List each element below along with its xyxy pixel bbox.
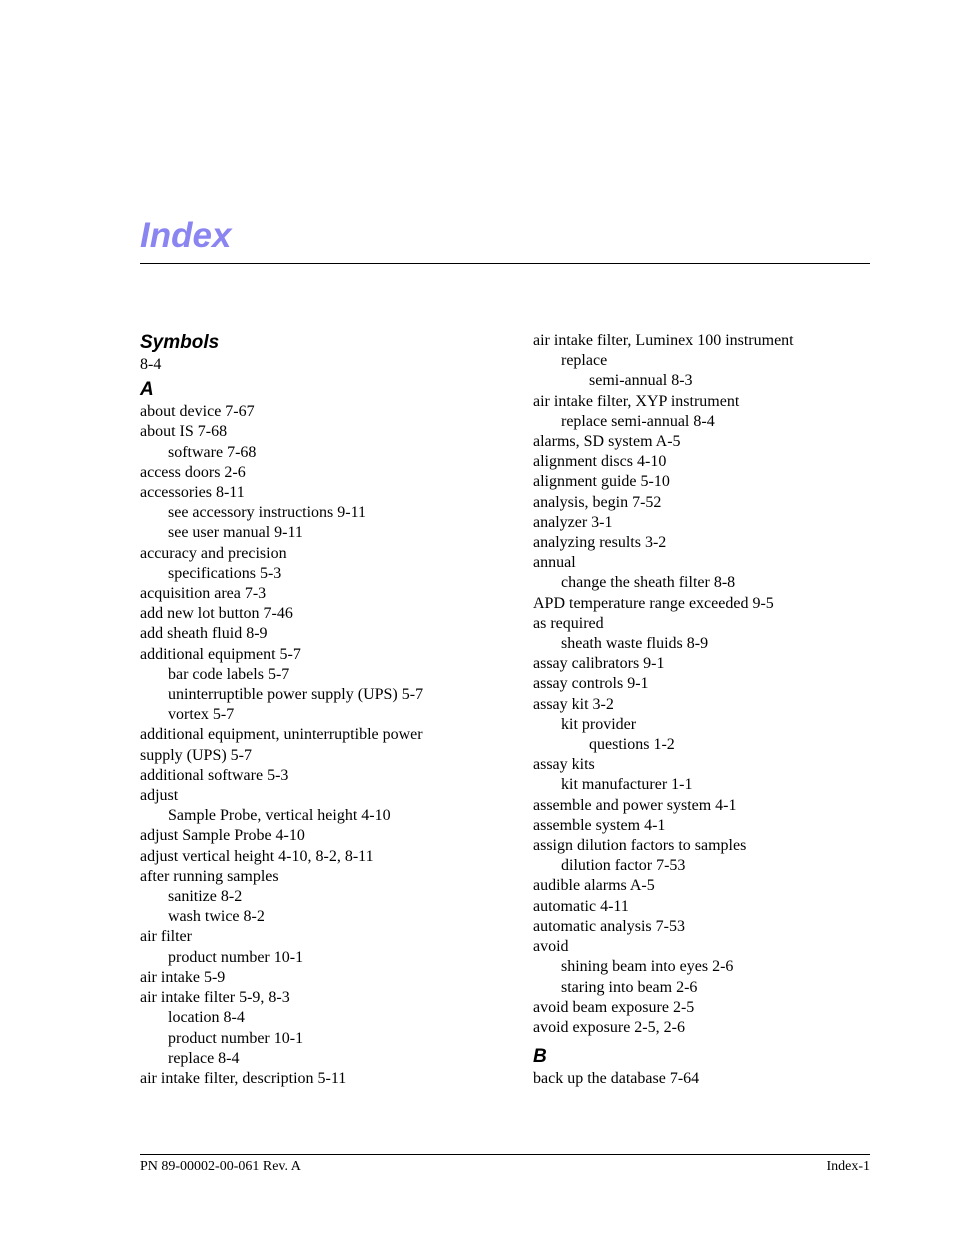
- footer-page-number: Index-1: [826, 1159, 870, 1174]
- index-subentry: wash twice 8-2: [168, 908, 265, 926]
- footer-part-number: PN 89-00002-00-061 Rev. A: [140, 1159, 301, 1174]
- index-entry: as required: [533, 614, 604, 632]
- index-subentry: dilution factor 7-53: [561, 857, 686, 875]
- index-entry: supply (UPS) 5-7: [140, 746, 253, 764]
- index-entry: automatic analysis 7-53: [533, 917, 685, 935]
- index-entry: additional equipment, uninterruptible power: [140, 726, 423, 744]
- index-entry: alignment discs 4-10: [533, 453, 667, 471]
- index-entry: assemble and power system 4-1: [533, 796, 737, 814]
- index-subentry: see accessory instructions 9-11: [168, 504, 367, 522]
- index-entry: assemble system 4-1: [533, 816, 666, 834]
- index-entry: assign dilution factors to samples: [533, 837, 747, 855]
- index-column-right: [533, 331, 873, 1089]
- index-entry: APD temperature range exceeded 9-5: [533, 594, 774, 612]
- index-section-heading: A: [140, 379, 154, 401]
- index-section-heading: Symbols: [140, 332, 220, 353]
- index-entry: after running samples: [140, 867, 279, 885]
- index-entry: acquisition area 7-3: [140, 585, 267, 603]
- index-subentry: questions 1-2: [589, 736, 675, 754]
- index-subentry: staring into beam 2-6: [561, 978, 698, 996]
- index-subentry: sanitize 8-2: [168, 888, 243, 906]
- index-entry: alignment guide 5-10: [533, 473, 670, 491]
- index-subentry: location 8-4: [168, 1009, 245, 1027]
- index-entry: assay kits: [533, 756, 595, 774]
- page-title: Index: [140, 216, 232, 255]
- index-entry: accessories 8-11: [140, 484, 245, 502]
- index-entry: back up the database 7-64: [533, 1070, 700, 1088]
- index-subentry: vortex 5-7: [168, 706, 235, 724]
- index-entry: avoid: [533, 938, 569, 956]
- index-subentry: uninterruptible power supply (UPS) 5-7: [168, 686, 424, 704]
- index-entry: air intake 5-9: [140, 968, 226, 986]
- index-subentry: product number 10-1: [168, 948, 304, 966]
- index-entry: air filter: [140, 928, 192, 946]
- index-subentry: replace: [561, 352, 608, 370]
- index-column-left: [140, 331, 520, 1089]
- index-entry: analysis, begin 7-52: [533, 493, 662, 511]
- index-subentry: sheath waste fluids 8-9: [561, 635, 709, 653]
- index-entry: adjust vertical height 4-10, 8-2, 8-11: [140, 847, 374, 865]
- index-entry: air intake filter, Luminex 100 instrument: [533, 332, 794, 349]
- index-subentry: product number 10-1: [168, 1029, 304, 1047]
- index-entry: air intake filter, XYP instrument: [533, 392, 740, 410]
- index-subentry: see user manual 9-11: [168, 524, 303, 542]
- index-entry: 8-4: [140, 356, 162, 373]
- index-entry: adjust: [140, 787, 179, 805]
- index-entry: automatic 4-11: [533, 897, 629, 915]
- index-subentry: Sample Probe, vertical height 4-10: [168, 807, 391, 825]
- index-entry: audible alarms A-5: [533, 877, 655, 895]
- index-entry: assay kit 3-2: [533, 695, 614, 713]
- index-entry: about IS 7-68: [140, 423, 228, 441]
- index-subentry: kit provider: [561, 715, 637, 733]
- index-entry: avoid exposure 2-5, 2-6: [533, 1018, 685, 1036]
- index-subentry: shining beam into eyes 2-6: [561, 958, 734, 976]
- index-entry: additional software 5-3: [140, 766, 289, 784]
- index-entry: avoid beam exposure 2-5: [533, 998, 695, 1016]
- index-subentry: software 7-68: [168, 443, 257, 461]
- index-entry: assay calibrators 9-1: [533, 655, 665, 673]
- index-entry: access doors 2-6: [140, 463, 246, 481]
- footer-divider: [140, 1154, 870, 1155]
- index-subentry: semi-annual 8-3: [589, 372, 693, 390]
- title-divider: [140, 263, 870, 264]
- index-subentry: specifications 5-3: [168, 564, 282, 582]
- index-entry: assay controls 9-1: [533, 675, 649, 693]
- index-entry: adjust Sample Probe 4-10: [140, 827, 305, 845]
- index-entry: air intake filter, description 5-11: [140, 1069, 347, 1087]
- index-entry: annual: [533, 554, 576, 572]
- index-entry: additional equipment 5-7: [140, 645, 301, 663]
- index-entry: add sheath fluid 8-9: [140, 625, 268, 643]
- index-entry: analyzing results 3-2: [533, 534, 667, 552]
- index-subentry: bar code labels 5-7: [168, 665, 290, 683]
- index-entry: about device 7-67: [140, 403, 255, 421]
- index-subentry: replace 8-4: [168, 1049, 240, 1067]
- index-entry: add new lot button 7-46: [140, 605, 293, 623]
- index-entry: accuracy and precision: [140, 544, 287, 562]
- index-entry: air intake filter 5-9, 8-3: [140, 989, 290, 1007]
- index-entry: analyzer 3-1: [533, 513, 613, 531]
- index-subentry: change the sheath filter 8-8: [561, 574, 736, 592]
- index-subentry: replace semi-annual 8-4: [561, 412, 715, 430]
- index-section-heading: B: [533, 1046, 547, 1068]
- index-entry: alarms, SD system A-5: [533, 433, 681, 451]
- index-subentry: kit manufacturer 1-1: [561, 776, 693, 794]
